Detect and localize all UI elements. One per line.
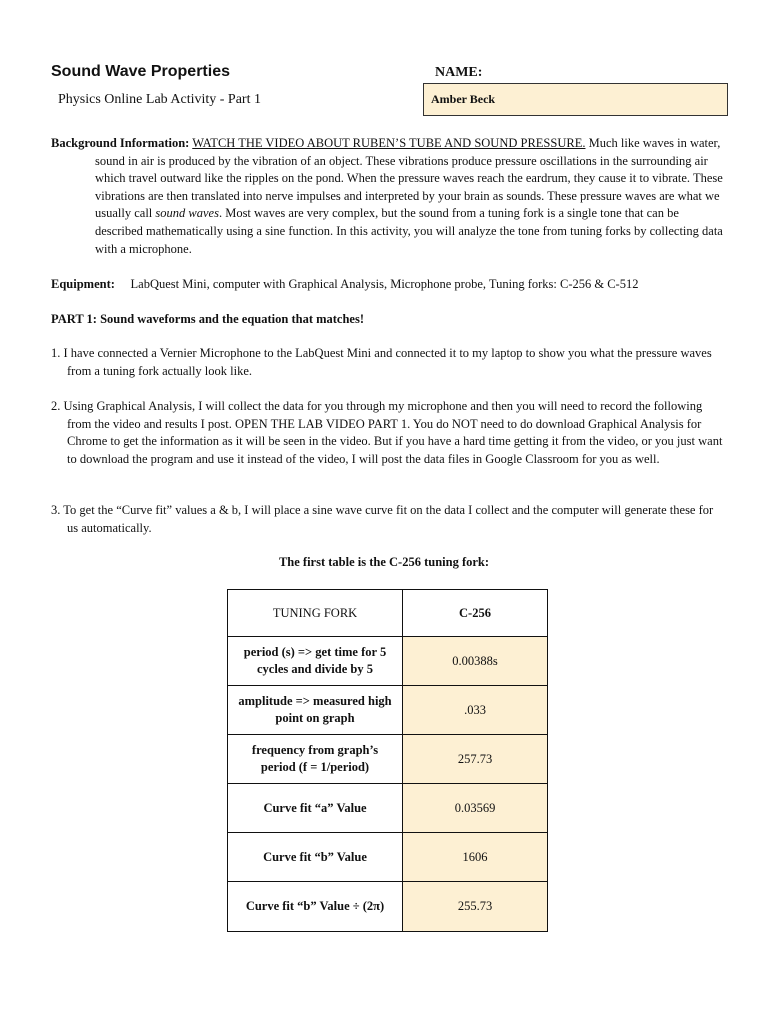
- row-label-curve-fit-b-over-2pi: Curve fit “b” Value ÷ (2π): [228, 882, 403, 932]
- row-value-curve-fit-a[interactable]: 0.03569: [403, 784, 548, 833]
- row-value-curve-fit-b[interactable]: 1606: [403, 833, 548, 882]
- table-row: [228, 686, 548, 735]
- background-label: Background Information:: [51, 136, 190, 150]
- table-row: [228, 735, 548, 784]
- step-1: 1. I have connected a Vernier Microphone to the LabQuest Mini and connected it to my laptop to show you what the pressure waves from a tuning fork actually look like.: [51, 346, 712, 378]
- document-title: Sound Wave Properties: [51, 63, 230, 80]
- table-header-row: [228, 590, 548, 637]
- table-row: [228, 833, 548, 882]
- name-field[interactable]: Amber Beck: [423, 83, 728, 116]
- column-header-c256: C-256: [403, 590, 548, 637]
- row-value-frequency[interactable]: 257.73: [403, 735, 548, 784]
- row-label-frequency: frequency from graph’s period (f = 1/period): [228, 735, 403, 784]
- row-value-amplitude[interactable]: .033: [403, 686, 548, 735]
- background-text-italic: sound waves: [155, 206, 219, 221]
- row-label-curve-fit-a: Curve fit “a” Value: [228, 784, 403, 833]
- table-row: [228, 784, 548, 833]
- equipment-label: Equipment:: [51, 277, 115, 291]
- row-value-period[interactable]: 0.00388s: [403, 637, 548, 686]
- background-text-1: Much like waves in water, sound in air is produced by the vibration of an object. These vibrations produce pressure oscillations in the surrounding air which travel outward like the ripples on the pond. When the pressure waves reach the eardrum, they cause it to vibrate. These vibrations are then translated into nerve impulses and interpreted by your brain as sounds. These pressure waves are what we usually call: [95, 136, 723, 221]
- row-label-period: period (s) => get time for 5 cycles and divide by 5: [228, 637, 403, 686]
- table-row: [228, 882, 548, 932]
- row-value-curve-fit-b-over-2pi[interactable]: 255.73: [403, 882, 548, 932]
- row-label-amplitude: amplitude => measured high point on graph: [228, 686, 403, 735]
- equipment-text: LabQuest Mini, computer with Graphical Analysis, Microphone probe, Tuning forks: C-256 & C-512: [130, 277, 639, 291]
- tuning-fork-table: [227, 589, 548, 932]
- row-label-curve-fit-b: Curve fit “b” Value: [228, 833, 403, 882]
- background-paragraph: [51, 135, 726, 258]
- equipment-paragraph: [51, 276, 726, 294]
- background-text-2: . Most waves are very complex, but the sound from a tuning fork is a single tone that can be described mathematically using a sine function. In this activity, you will analyze the tone from tuning forks by collecting data with a microphone.: [95, 206, 723, 256]
- video-link[interactable]: WATCH THE VIDEO ABOUT RUBEN’S TUBE AND SOUND PRESSURE.: [192, 136, 586, 150]
- document-subtitle: Physics Online Lab Activity - Part 1: [58, 92, 261, 107]
- part1-heading: PART 1: Sound waveforms and the equation that matches!: [51, 312, 365, 326]
- name-label: NAME:: [435, 65, 483, 80]
- step-2: 2. Using Graphical Analysis, I will collect the data for you through my microphone and then you will need to record the following from the video and results I post. OPEN THE LAB VIDEO PART 1. You do NOT need to do download Graphical Analysis for Chrome to get the information as it will be seen in the video. But if you have a hard time getting it from the video, or you just want to download the program and use it instead of the video, I will post the data files in Google Classroom for you as well.: [51, 399, 723, 466]
- table-caption: The first table is the C-256 tuning fork:: [278, 555, 490, 569]
- column-header-tuning-fork: TUNING FORK: [228, 590, 403, 637]
- table-row: [228, 637, 548, 686]
- step-3: 3. To get the “Curve fit” values a & b, I will place a sine wave curve fit on the data I collect and the computer will generate these for us automatically.: [51, 503, 714, 535]
